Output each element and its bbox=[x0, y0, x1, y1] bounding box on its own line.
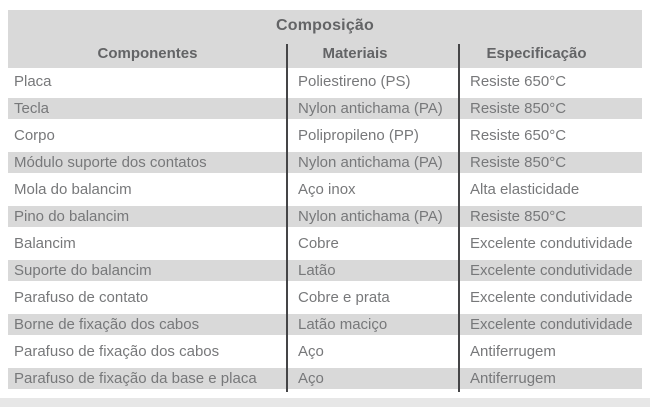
table-row bbox=[8, 311, 642, 338]
table-row bbox=[8, 68, 642, 95]
cell-material: Nylon antichama (PA) bbox=[298, 208, 443, 225]
cell-componente: Corpo bbox=[14, 127, 55, 144]
cell-especificacao: Excelente condutividade bbox=[470, 262, 633, 279]
table-row bbox=[8, 257, 642, 284]
table-row bbox=[8, 284, 642, 311]
column-header-materiais bbox=[287, 45, 459, 62]
table-row bbox=[8, 149, 642, 176]
cell-material: Cobre bbox=[298, 235, 339, 252]
table-row bbox=[8, 365, 642, 392]
cell-componente: Balancim bbox=[14, 235, 76, 252]
cell-componente: Tecla bbox=[14, 100, 50, 117]
cell-material: Latão maciço bbox=[298, 316, 388, 333]
cell-material: Cobre e prata bbox=[298, 289, 390, 306]
column-header-especificacao bbox=[459, 45, 642, 62]
table-row bbox=[8, 176, 642, 203]
footer-strip bbox=[0, 398, 650, 407]
table-header bbox=[8, 10, 642, 68]
cell-material: Polipropileno (PP) bbox=[298, 127, 419, 144]
table-row bbox=[8, 122, 642, 149]
cell-componente: Suporte do balancim bbox=[14, 262, 152, 279]
cell-componente: Módulo suporte dos contatos bbox=[14, 154, 207, 171]
table-title: Composição bbox=[275, 17, 374, 34]
table-row bbox=[8, 230, 642, 257]
column-header-componentes bbox=[8, 45, 287, 62]
table-row bbox=[8, 95, 642, 122]
cell-especificacao: Alta elasticidade bbox=[470, 181, 580, 198]
cell-especificacao: Resiste 850°C bbox=[470, 208, 567, 225]
cell-material: Nylon antichama (PA) bbox=[298, 154, 443, 171]
column-header-especificacao-label: Especificação bbox=[486, 44, 587, 62]
cell-especificacao: Resiste 850°C bbox=[470, 154, 567, 171]
cell-material: Nylon antichama (PA) bbox=[298, 100, 443, 117]
cell-componente: Placa bbox=[14, 73, 52, 90]
cell-material: Latão bbox=[298, 262, 336, 279]
table-body bbox=[8, 68, 642, 392]
cell-especificacao: Antiferrugem bbox=[470, 370, 556, 387]
cell-especificacao: Resiste 650°C bbox=[470, 127, 567, 144]
cell-especificacao: Excelente condutividade bbox=[470, 289, 633, 306]
cell-especificacao: Excelente condutividade bbox=[470, 235, 633, 252]
cell-especificacao: Resiste 650°C bbox=[470, 73, 567, 90]
composition-table bbox=[8, 10, 642, 392]
cell-componente: Parafuso de fixação dos cabos bbox=[14, 343, 220, 360]
cell-especificacao: Resiste 850°C bbox=[470, 100, 567, 117]
cell-especificacao: Excelente condutividade bbox=[470, 316, 633, 333]
cell-material: Aço bbox=[298, 370, 324, 387]
column-header-materiais-label: Materiais bbox=[322, 44, 388, 62]
column-divider-1 bbox=[286, 44, 288, 392]
column-header-componentes-label: Componentes bbox=[97, 44, 198, 62]
column-header-row bbox=[8, 38, 642, 68]
cell-componente: Pino do balancim bbox=[14, 208, 130, 225]
cell-componente: Borne de fixação dos cabos bbox=[14, 316, 200, 333]
cell-componente: Mola do balancim bbox=[14, 181, 132, 198]
column-divider-2 bbox=[458, 44, 460, 392]
table-row bbox=[8, 338, 642, 365]
cell-material: Aço bbox=[298, 343, 324, 360]
cell-componente: Parafuso de fixação da base e placa bbox=[14, 370, 257, 387]
cell-material: Poliestireno (PS) bbox=[298, 73, 411, 90]
cell-material: Aço inox bbox=[298, 181, 356, 198]
cell-especificacao: Antiferrugem bbox=[470, 343, 556, 360]
table-row bbox=[8, 203, 642, 230]
cell-componente: Parafuso de contato bbox=[14, 289, 149, 306]
